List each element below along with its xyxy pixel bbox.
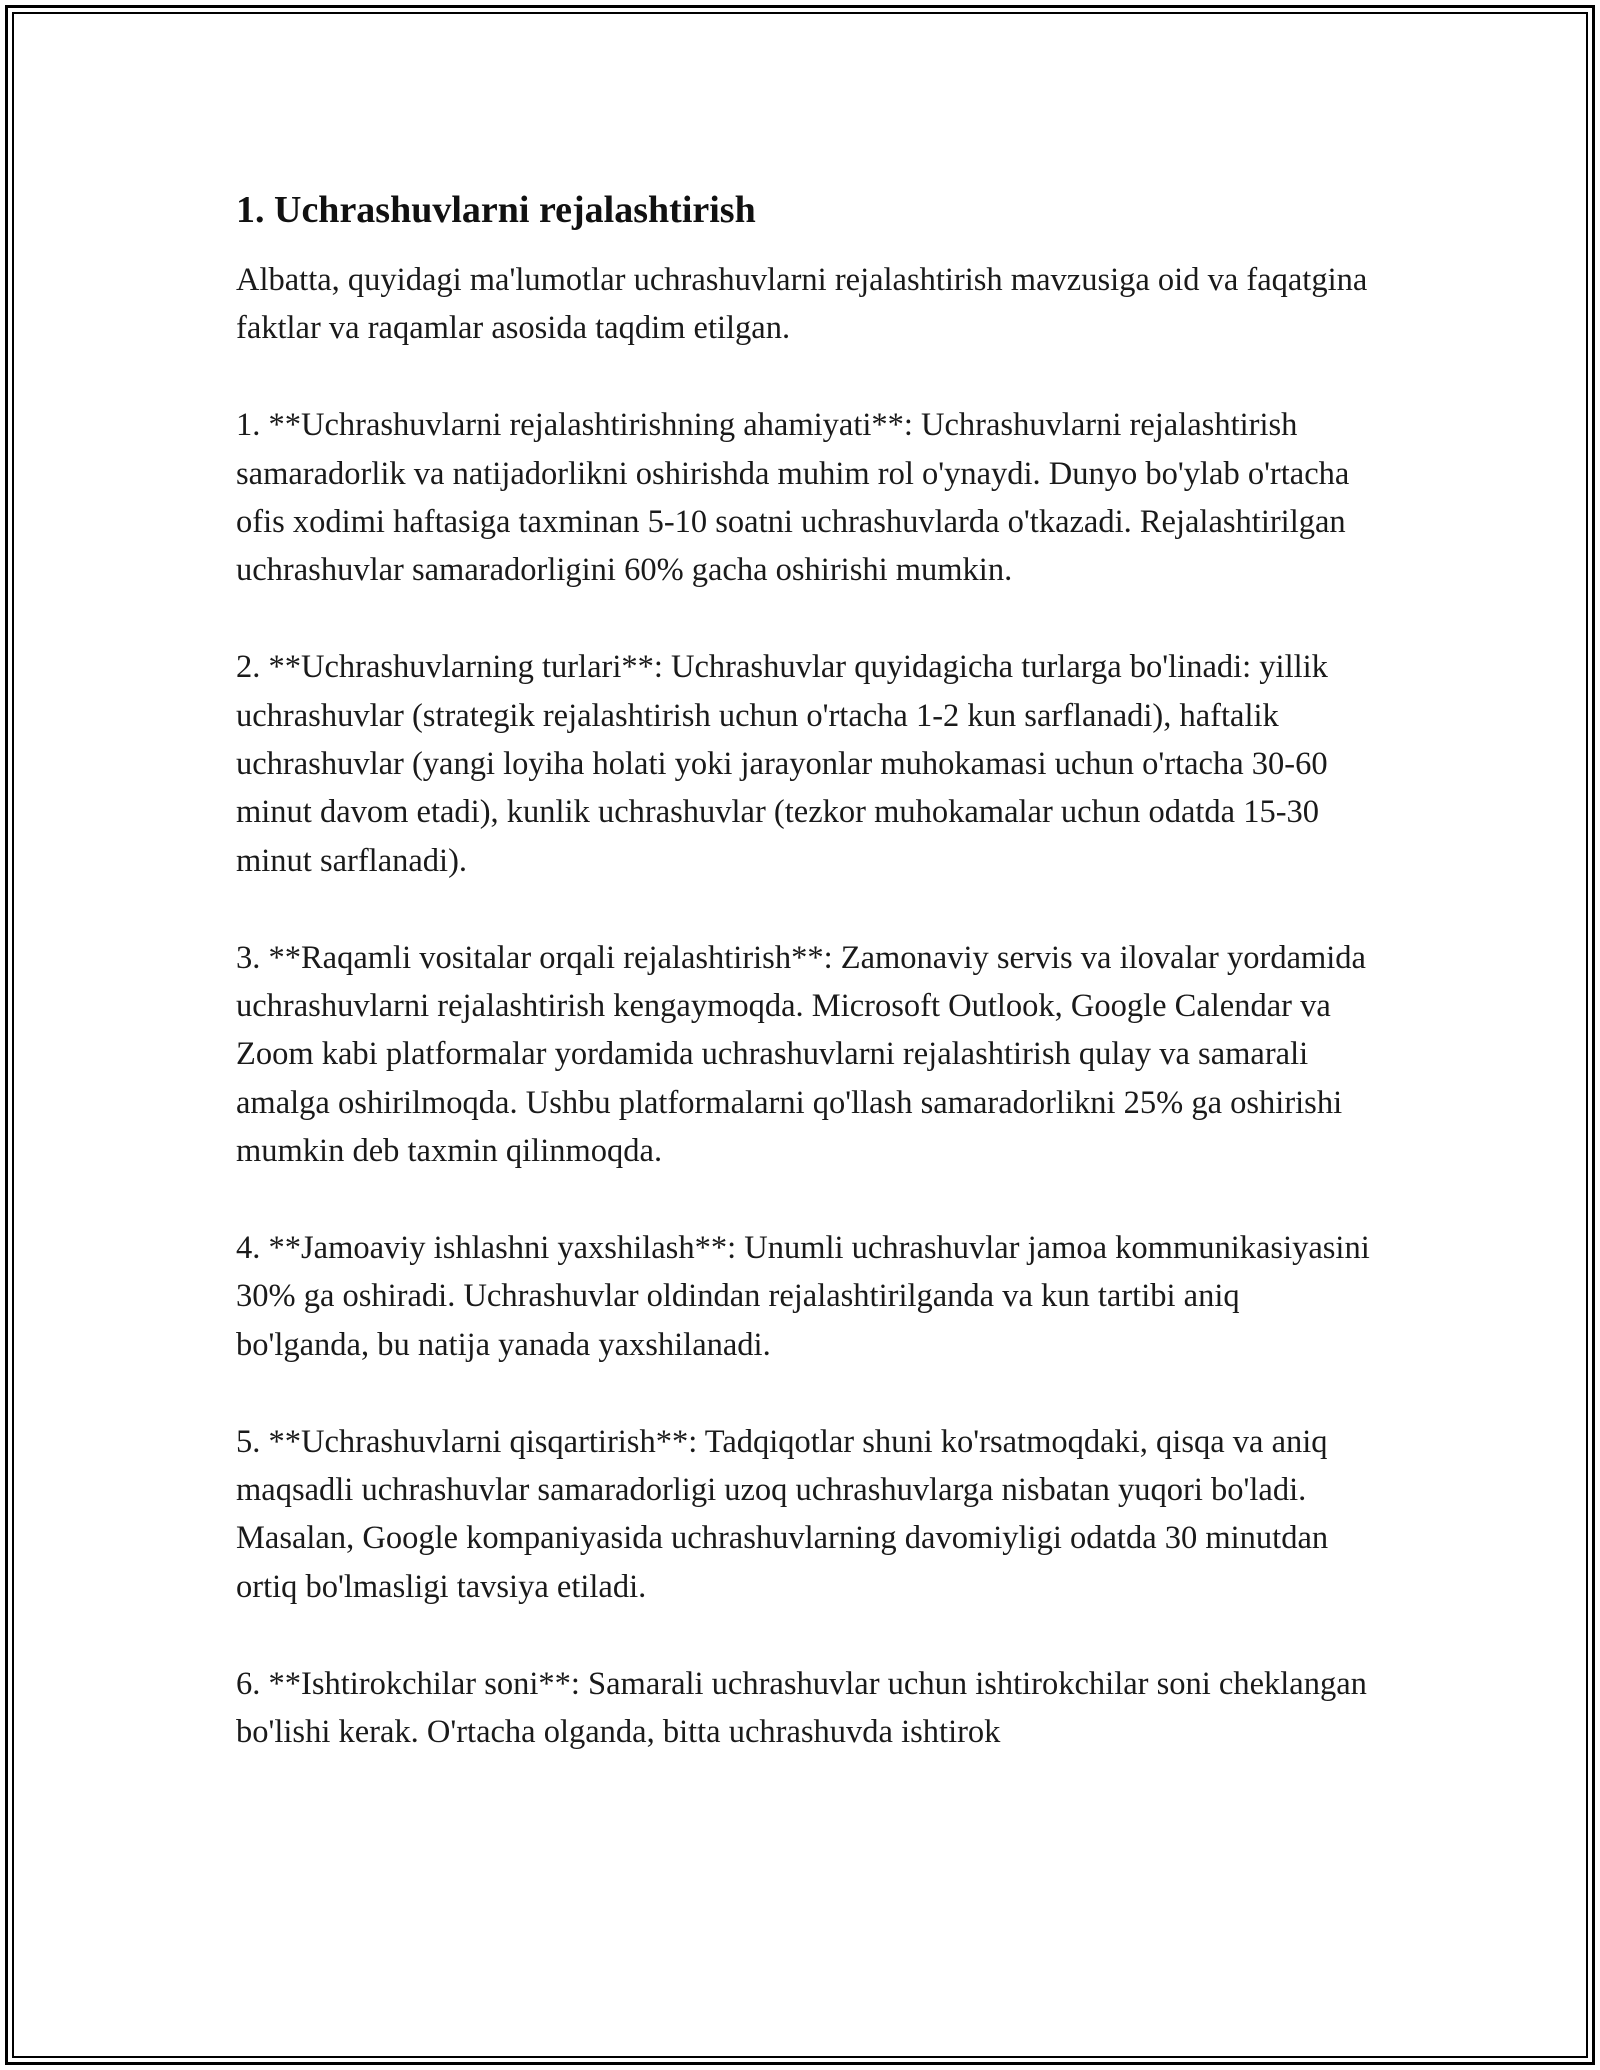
list-item: 6. **Ishtirokchilar soni**: Samarali uchrashuvlar uchun ishtirokchilar soni cheklangan bo'lishi kerak. O'rtacha olganda, bitta uchrashuvda ishtirok — [236, 1665, 1367, 1751]
document-heading: 1. Uchrashuvlarni rejalashtirish — [236, 189, 756, 231]
list-item: 1. **Uchrashuvlarni rejalashtirishning ahamiyati**: Uchrashuvlarni rejalashtirish samaradorlik va natijadorlikni oshirishda muhim rol o'ynaydi. Dunyo bo'ylab o'rtacha ofis xodimi haftasiga taxminan 5-10 soatni uchrashuvlarda o'tkazadi. Rejalashtirilgan uchrashuvlar samaradorligini 60% gacha oshirishi mumkin. — [236, 407, 1350, 589]
list-item: 3. **Raqamli vositalar orqali rejalashtirish**: Zamonaviy servis va ilovalar yordamida uchrashuvlarni rejalashtirish kengaymoqda. Microsoft Outlook, Google Calendar va Zoom kabi platformalar yordamida uchrashuvlarni rejalashtirish qulay va samarali amalga oshirilmoqda. Ushbu platformalarni qo'llash samaradorlikni 25% ga oshirishi mumkin deb taxmin qilinmoqda. — [236, 939, 1366, 1170]
list-item: 2. **Uchrashuvlarning turlari**: Uchrashuvlar quyidagicha turlarga bo'linadi: yillik uchrashuvlar (strategik rejalashtirish uchun o'rtacha 1-2 kun sarflanadi), haftalik uchrashuvlar (yangi loyiha holati yoki jarayonlar muhokamasi uchun o'rtacha 30-60 minut davom etadi), kunlik uchrashuvlar (tezkor muhokamalar uchun odatda 15-30 minut sarflanadi). — [236, 649, 1328, 879]
list-item: 4. **Jamoaviy ishlashni yaxshilash**: Unumli uchrashuvlar jamoa kommunikasiyasini 30% ga oshiradi. Uchrashuvlar oldindan rejalashtirilganda va kun tartibi aniq bo'lganda, bu natija yanada yaxshilanadi. — [236, 1230, 1370, 1363]
document-body — [236, 186, 1376, 1805]
list-item: 5. **Uchrashuvlarni qisqartirish**: Tadqiqotlar shuni ko'rsatmoqdaki, qisqa va aniq maqsadli uchrashuvlar samaradorligi uzoq uchrashuvlarga nisbatan yuqori bo'ladi. Masalan, Google kompaniyasida uchrashuvlarning davomiyligi odatda 30 minutdan ortiq bo'lmasligi tavsiya etiladi. — [236, 1423, 1329, 1605]
intro-paragraph: Albatta, quyidagi ma'lumotlar uchrashuvlarni rejalashtirish mavzusiga oid va faqatgina faktlar va raqamlar asosida taqdim etilgan. — [236, 262, 1368, 347]
